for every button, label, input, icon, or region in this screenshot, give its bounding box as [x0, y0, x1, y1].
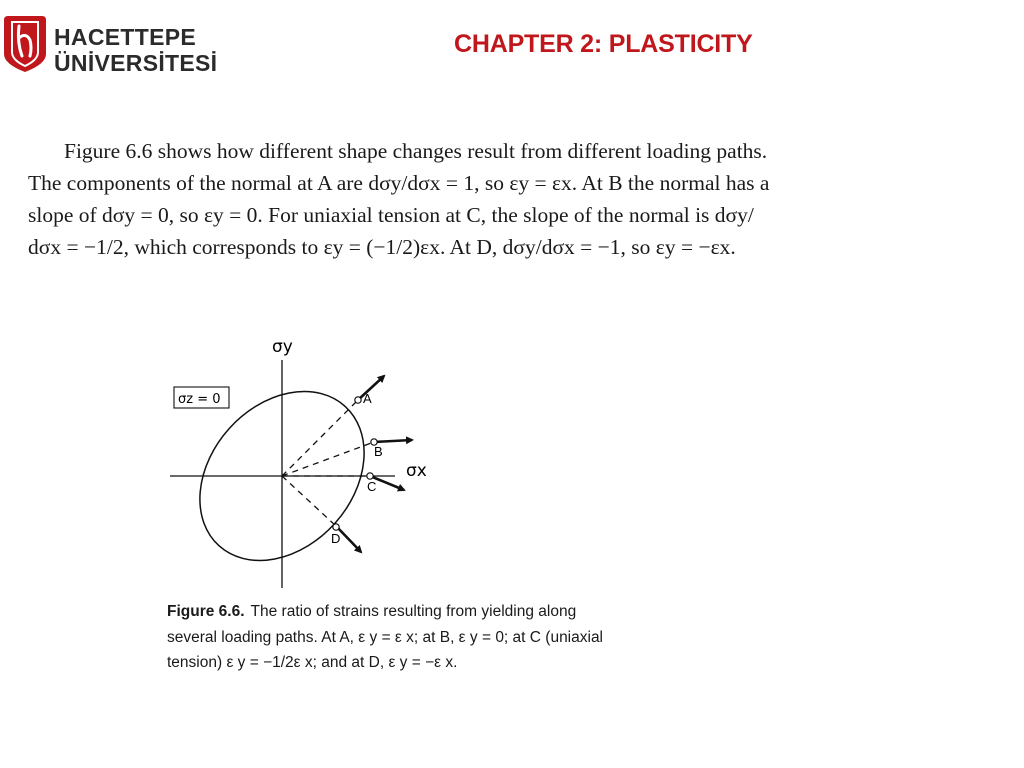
university-seal-icon — [2, 12, 48, 74]
point-d — [333, 524, 339, 530]
point-label-b: B — [374, 444, 383, 459]
paragraph-line: dσx = −1/2, which corresponds to εy = (−1/2)εx. At D, dσy/dσx = −1, so εy = −εx. — [28, 235, 736, 259]
caption-text: The ratio of strains resulting from yielding along several loading paths. At A, ε y = ε x; at B, ε y = 0; at C (uniaxial tension) ε y = −1/2ε x; and at D, ε y = −ε x. — [167, 603, 604, 671]
loading-path-b — [282, 442, 374, 476]
logo-line-1: HACETTEPE — [54, 24, 196, 50]
loading-path-a — [282, 400, 358, 476]
paragraph-line: slope of dσy = 0, so εy = 0. For uniaxial tension at C, the slope of the normal is dσy/ — [28, 203, 754, 227]
body-paragraph — [28, 135, 958, 263]
caption-label: Figure 6.6. — [167, 603, 245, 620]
loading-path-d — [282, 476, 336, 526]
point-a — [355, 397, 361, 403]
point-label-d: D — [331, 531, 341, 546]
point-label-c: C — [367, 479, 377, 494]
logo-line-2: ÜNİVERSİTESİ — [54, 50, 218, 76]
x-axis-label: σx — [406, 461, 427, 481]
point-label-a: A — [363, 391, 372, 406]
paragraph-line — [28, 135, 958, 167]
normal-arrow-b — [374, 440, 412, 442]
paragraph-line: The components of the normal at A are dσy/dσx = 1, so εy = εx. At B the normal has a — [28, 171, 770, 195]
paragraph-line-1-text: Figure 6.6 shows how different shape changes result from different loading paths. — [64, 139, 768, 163]
yield-locus-figure — [160, 330, 460, 595]
y-axis-label: σy — [272, 337, 293, 357]
chapter-title: CHAPTER 2: PLASTICITY — [454, 30, 753, 58]
figure-caption — [167, 599, 612, 676]
stress-condition-label: σz = 0 — [178, 392, 221, 407]
university-logo — [2, 10, 217, 76]
